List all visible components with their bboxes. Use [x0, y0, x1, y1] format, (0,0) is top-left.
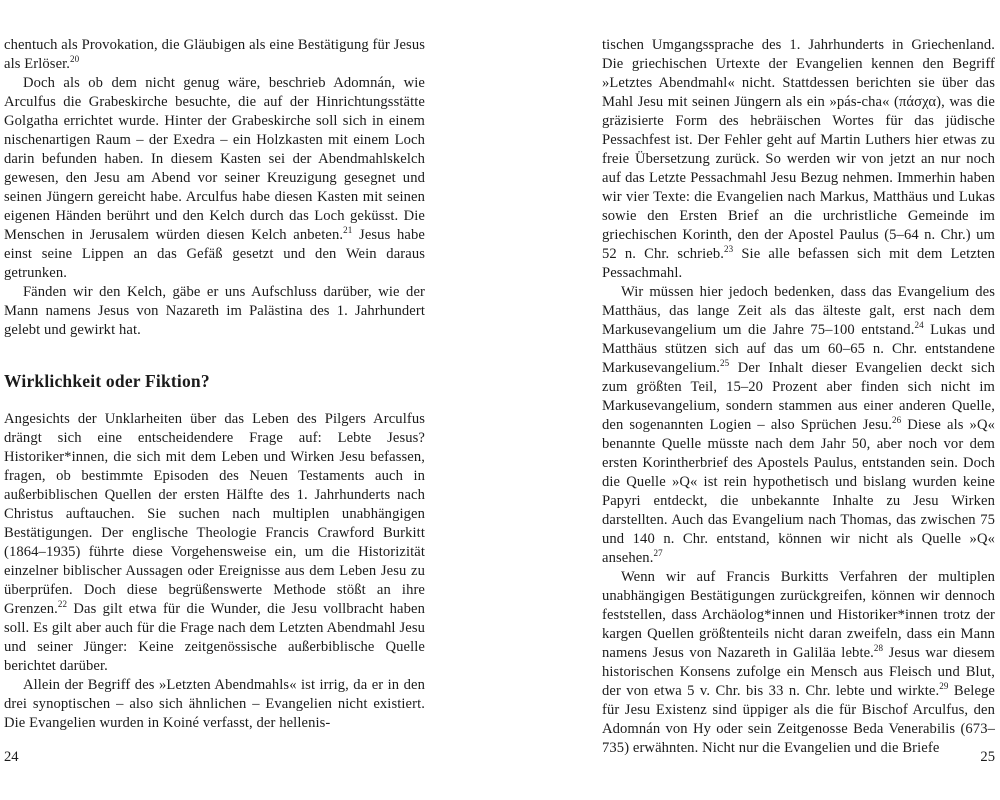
- footnote-ref: 29: [939, 681, 949, 692]
- right-page-text: [602, 36, 995, 758]
- paragraph: Wenn wir auf Francis Burkitts Verfahren der multiplen unabhängigen Bestätigungen zurückgreifen, können wir dennoch feststellen, dass Archäolog*innen und Historiker*innen trotz der kargen Quellen größtenteils nicht daran zweifeln, dass ein Mann namens Jesus von Nazareth in Galiläa lebte.$^{28}$ Jesus war diesem historischen Konsens zufolge ein Mensch aus Fleisch und Blut, der von etwa 5 v. Chr. bis 33 n. Chr. lebte und wirkte.$^{29}$ Belege für Jesu Existenz sind üppiger als die für Bischof Arculfus, den Adomnán von Hy oder sein Zeitgenosse Beda Venerabilis (673–735) erwähnten. Nicht nur die Evangelien und die Briefe: [602, 569, 995, 756]
- footnote-ref: 20: [70, 54, 80, 65]
- footnote-ref: 27: [653, 548, 663, 559]
- footnote-ref: 25: [720, 358, 730, 369]
- left-page-text: [4, 36, 425, 733]
- footnote-ref: 28: [873, 643, 884, 654]
- paragraph: Wir müssen hier jedoch bedenken, dass das Evangelium des Matthäus, das lange Zeit als das älteste galt, erst nach dem Markusevangelium um die Jahre 75–100 entstand.$^{24}$ Lukas und Matthäus stützen sich auf das um 60–65 n. Chr. entstandene Markusevangelium.$^{25}$ Der Inhalt dieser Evangelien deckt sich zum größten Teil, 15–20 Prozent aber finden sich nicht im Markusevangelium, sondern stammen aus einer anderen Quelle, den sogenannten Logien – also Sprüchen Jesu.$^{26}$ Diese als »Q« benannte Quelle müsste nach dem Jahr 50, aber noch vor dem ersten Korintherbrief des Apostels Paulus, entstanden sein. Doch die Quelle »Q« ist rein hypothetisch und bislang wurden keine Papyri entdeckt, die unbekannte Inhalte zu Jesu Wirken darstellten. Auch das Evangelium nach Thomas, das zwischen 75 und 140 n. Chr. entstand, können wir nicht als Quelle »Q« ansehen.$^{27}$: [602, 284, 995, 566]
- footnote-ref: 23: [723, 244, 734, 255]
- page-number-right: 25: [980, 749, 995, 765]
- paragraph: chentuch als Provokation, die Gläubigen als eine Bestätigung für Jesus als Erlöser.$^{20}$: [4, 37, 425, 72]
- footnote-ref: 21: [343, 225, 353, 236]
- paragraph: Angesichts der Unklarheiten über das Leben des Pilgers Arculfus drängt sich eine entscheidendere Frage auf: Lebte Jesus? Historiker*innen, die sich mit dem Leben und Wirken Jesu befassen, fragen, ob bestimmte Episoden des Neuen Testaments auch in außerbiblischen Quellen der ersten Hälfte des 1. Jahrhunderts nach Christus auftauchen. Sie suchen nach multiplen unabhängigen Bestätigungen. Der englische Theologie Francis Crawford Burkitt (1864–1935) führte diese Vorgehensweise ein, um die Historizität einzelner biblischer Aussagen oder Ereignisse aus dem Leben Jesu zu überprüfen. Doch diese begrüßenswerte Methode stößt an ihre Grenzen.$^{22}$ Das gilt etwa für die Wunder, die Jesu vollbracht haben soll. Es gilt aber auch für die Frage nach dem Letzten Abendmahl Jesu und seiner Jünger: Keine zeitgenössische außerbiblische Quelle berichtet darüber.: [4, 411, 425, 674]
- footnote-ref: 24: [914, 320, 924, 331]
- page-number-left: 24: [4, 749, 19, 765]
- paragraph: Doch als ob dem nicht genug wäre, beschrieb Adomnán, wie Arculfus die Grabeskirche besuchte, die auf der Hinrichtungsstätte Golgatha errichtet wurde. Hinter der Grabeskirche soll sich in einem nischenartigen Raum – der Exedra – ein Holzkasten mit einem Loch darin befunden haben. In diesem Kasten sei der Abendmahlskelch gewesen, den Jesu am Abend vor seiner Kreuzigung gesegnet und seinen Jüngern gereicht habe. Arculfus habe diesen Kasten mit seinen eigenen Händen berührt und den Kelch durch das Loch geküsst. Die Menschen in Jerusalem würden diesen Kelch anbeten.$^{21}$ Jesus habe einst seine Lippen an das Gefäß gesetzt und den Wein daraus getrunken.: [4, 75, 425, 281]
- paragraph: Allein der Begriff des »Letzten Abendmahls« ist irrig, da er in den drei synoptischen – also sich ähnlichen – Evangelien nicht existiert. Die Evangelien wurden in Koiné verfasst, der hellenis-: [4, 677, 425, 731]
- footnote-ref: 26: [892, 415, 902, 426]
- section-heading: Wirklichkeit oder Fiktion?: [4, 371, 210, 391]
- paragraph: tischen Umgangssprache des 1. Jahrhunderts in Griechenland. Die griechischen Urtexte der Evangelien kennen den Begriff »Letztes Abendmahl« nicht. Stattdessen berichten sie über das Mahl Jesu mit seinen Jüngern als ein »pás-cha« (πάσχα), was die gräzisierte Form des hebräischen Wortes für das jüdische Pessachfest ist. Der Fehler geht auf Martin Luthers hier etwas zu freie Übersetzung zurück. So werden wir von jetzt an nur noch auf das Letzte Pessachmahl Jesu Bezug nehmen. Immerhin haben wir vier Texte: die Evangelien nach Markus, Matthäus und Lukas sowie den Ersten Brief an die urchristliche Gemeinde im griechischen Korinth, den der Apostel Paulus (5–64 n. Chr.) um 52 n. Chr. schrieb.$^{23}$ Sie alle befassen sich mit dem Letzten Pessachmahl.: [602, 37, 995, 281]
- footnote-ref: 22: [57, 599, 68, 610]
- paragraph: Fänden wir den Kelch, gäbe er uns Aufschluss darüber, wie der Mann namens Jesus von Nazareth im Palästina des 1. Jahrhundert gelebt und gewirkt hat.: [4, 284, 425, 338]
